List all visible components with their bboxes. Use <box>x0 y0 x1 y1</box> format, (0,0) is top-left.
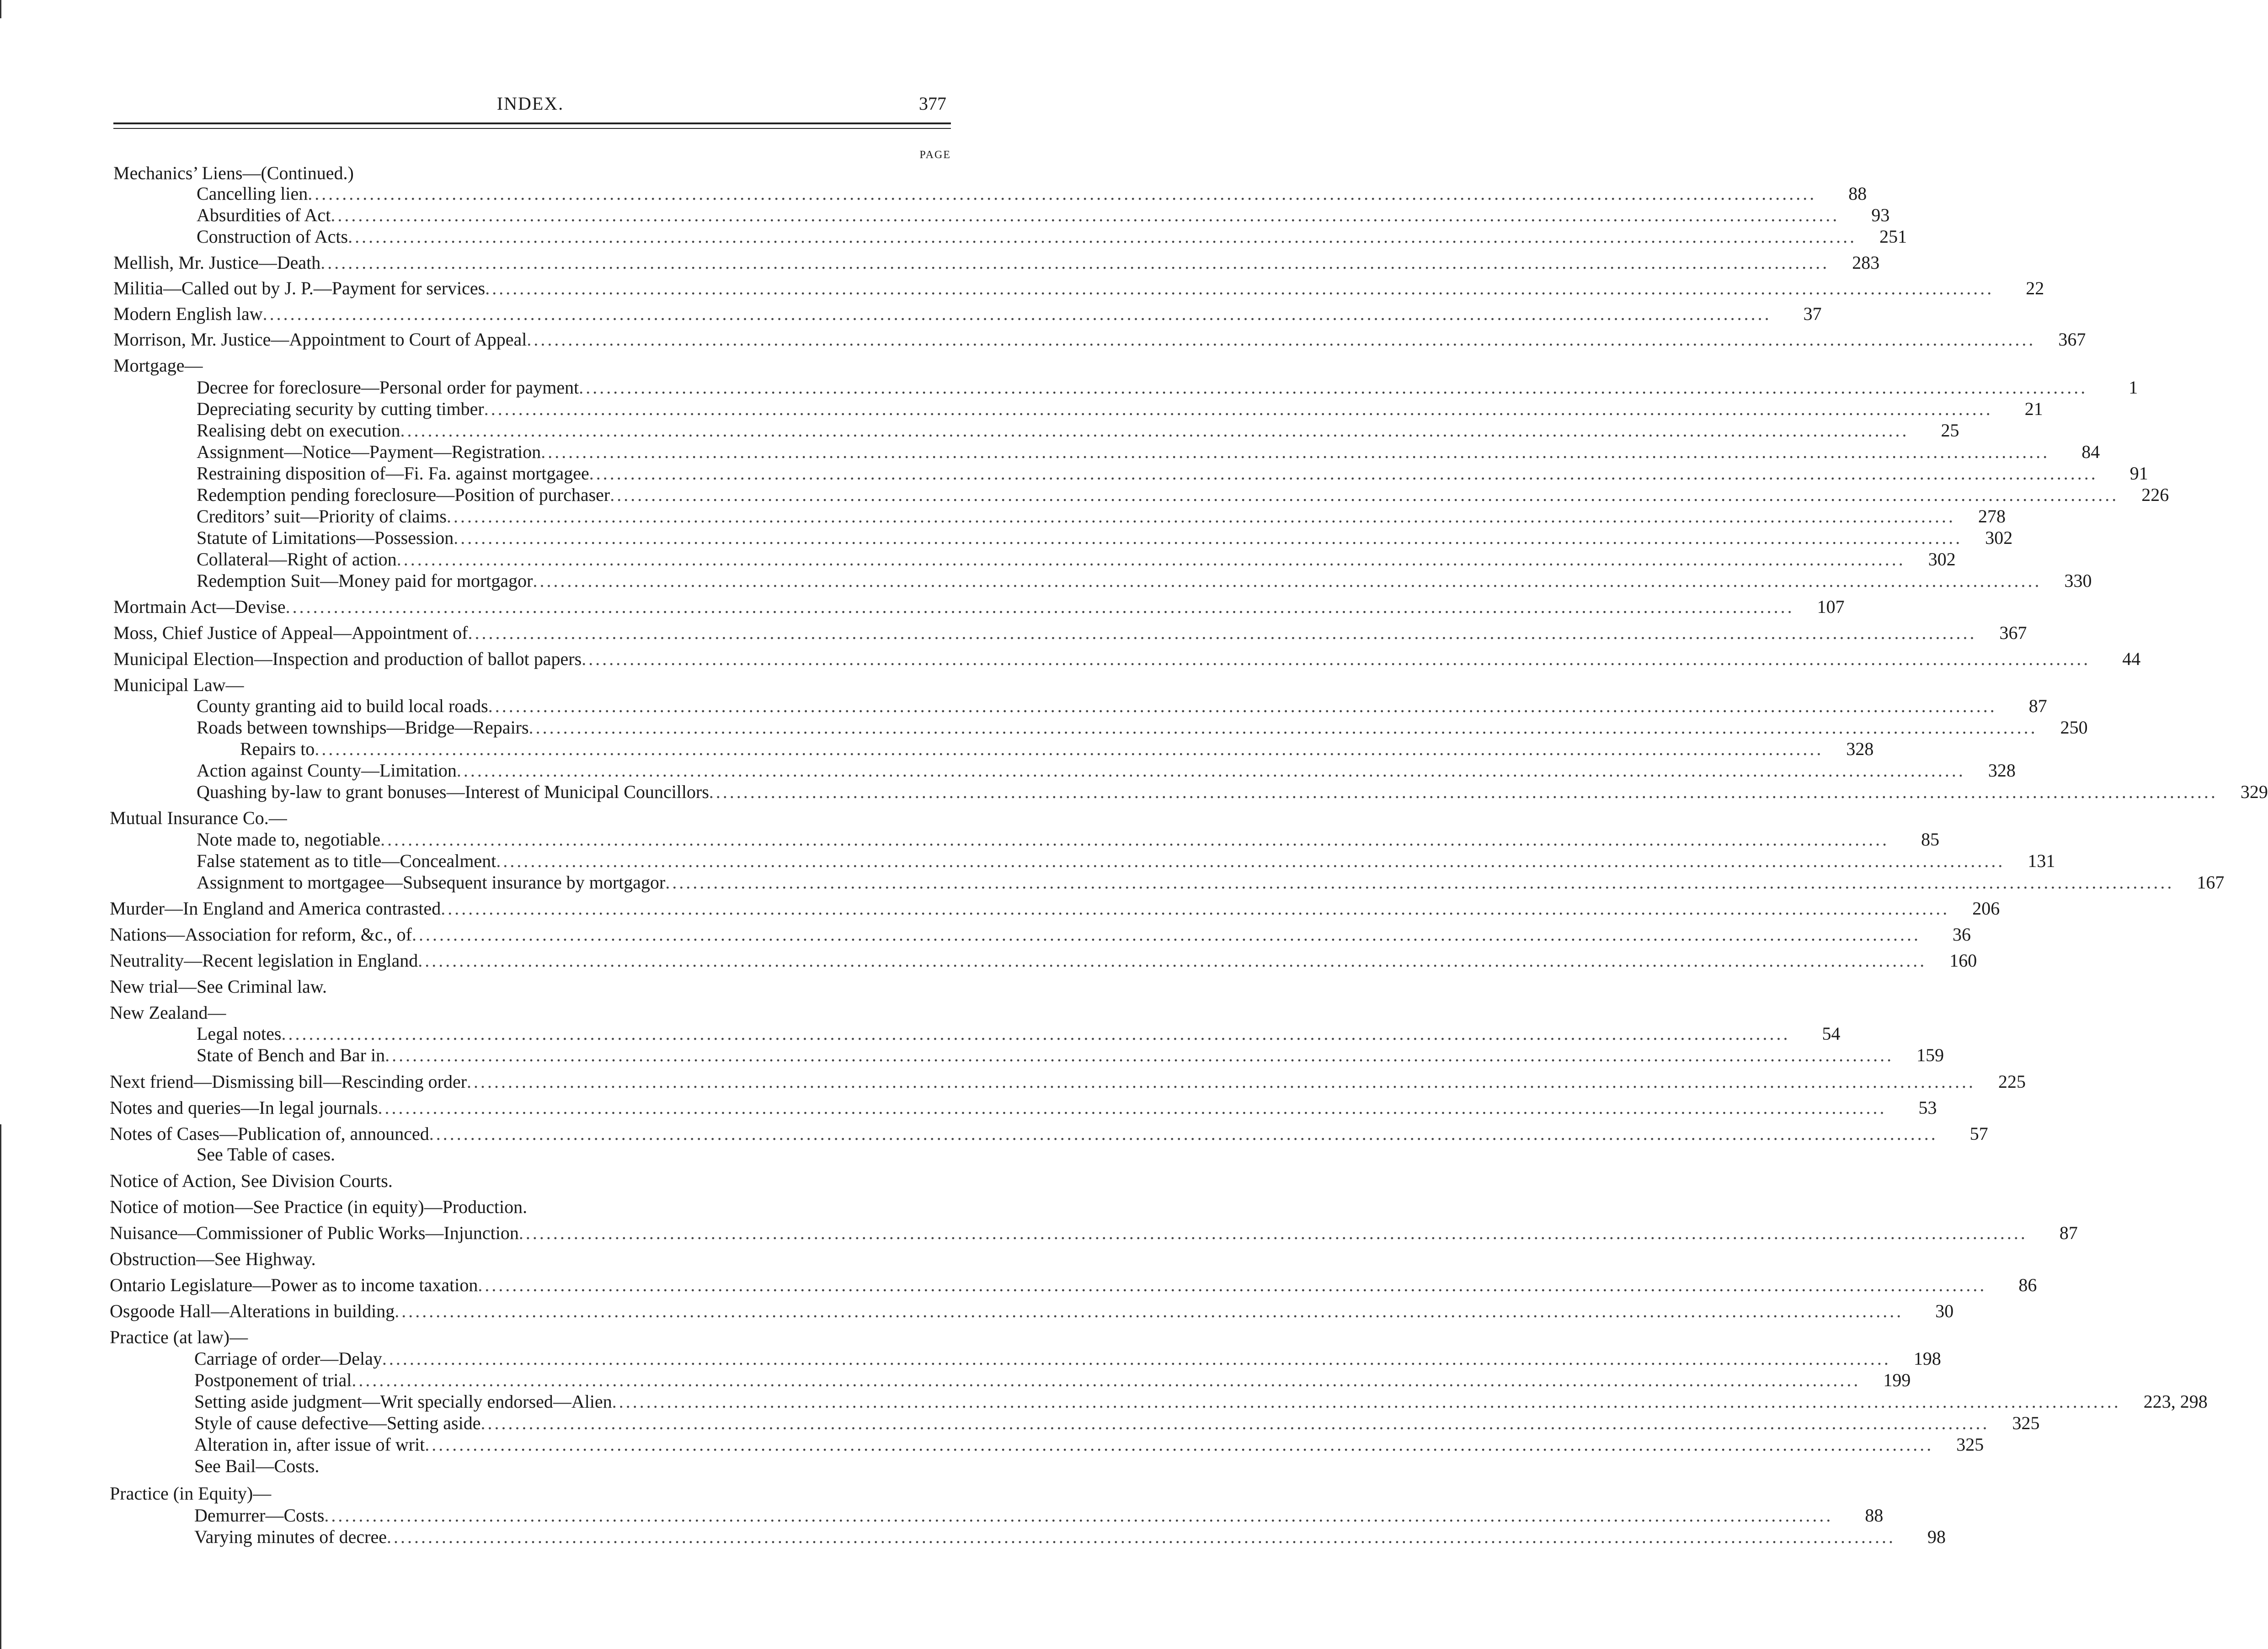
entry-text: Nations—Association for reform, &c., of <box>110 924 412 945</box>
entry-text: Carriage of order—Delay <box>194 1348 382 1369</box>
index-entry-notes-of-cases-publication-of-announced <box>110 1123 1988 1145</box>
index-entry-assignment-notice-payment-registration <box>197 441 2100 463</box>
index-entry-false-statement-as-to-title-concealment <box>197 850 2055 872</box>
page-reference: 86 <box>2018 1275 2037 1295</box>
leader-dots: ............................................................................................................................................................................................................................ <box>610 484 2119 505</box>
entry-text: Action against County—Limitation <box>197 760 457 781</box>
entry-text: Demurrer—Costs <box>194 1505 325 1526</box>
leader-dots: ............................................................................................................................................................................................................................ <box>488 696 1997 716</box>
index-entry-alteration-in-after-issue-of-writ <box>194 1434 1984 1456</box>
page-reference: 37 <box>1803 303 1822 324</box>
page-reference: 328 <box>1846 739 1874 759</box>
entry-text: State of Bench and Bar in <box>197 1045 385 1065</box>
leader-dots: ............................................................................................................................................................................................................................ <box>454 527 1963 548</box>
index-entry-ontario-legislature-power-as-to-income-taxation <box>110 1274 2037 1296</box>
leader-dots: ............................................................................................................................................................................................................................ <box>429 1123 1938 1144</box>
index-entry-decree-for-foreclosure-personal-order-for-paymen <box>197 377 2138 399</box>
leader-dots: ............................................................................................................................................................................................................................ <box>527 329 2036 350</box>
entry-text: Legal notes <box>197 1023 282 1044</box>
index-entry-legal-notes <box>197 1023 1841 1045</box>
index-entry-depreciating-security-by-cutting-timber <box>197 398 2043 420</box>
entry-text: Absurdities of Act <box>197 205 331 225</box>
index-entry-see-table-of-cases: See Table of cases. <box>197 1144 336 1165</box>
page-reference: 107 <box>1817 596 1845 617</box>
scan-edge-mark <box>0 1124 1 1649</box>
index-entry-new-zealand: New Zealand— <box>110 1002 226 1023</box>
page-reference: 87 <box>2059 1223 2078 1243</box>
page-reference: 251 <box>1879 226 1907 247</box>
index-entry-county-granting-aid-to-build-local-roads <box>197 695 2047 717</box>
index-entry-action-against-county-limitation <box>197 760 2016 782</box>
page-reference: 206 <box>1972 898 2000 919</box>
entry-text: Statute of Limitations—Possession <box>197 527 454 548</box>
entry-text: Nuisance—Commissioner of Public Works—Injunction <box>110 1223 519 1243</box>
page-reference: 93 <box>1871 205 1890 225</box>
index-entry-murder-in-england-and-america-contrasted <box>110 898 2000 920</box>
leader-dots: ............................................................................................................................................................................................................................ <box>386 1527 1895 1547</box>
index-entry-quashing-by-law-to-grant-bonuses-interest-of-mun <box>197 781 2268 803</box>
index-entry-morrison-mr-justice-appointment-to-court-of-appe <box>113 329 2086 351</box>
index-entry-note-made-to-negotiable <box>197 829 1940 851</box>
entry-text: Neutrality—Recent legislation in England <box>110 950 418 971</box>
leader-dots: ............................................................................................................................................................................................................................ <box>425 1434 1934 1455</box>
leader-dots: ............................................................................................................................................................................................................................ <box>496 851 2005 871</box>
page-reference: 225 <box>1998 1071 2026 1092</box>
entry-text: Roads between townships—Bridge—Repairs <box>197 717 529 738</box>
leader-dots: ............................................................................................................................................................................................................................ <box>446 506 1955 527</box>
leader-dots: ............................................................................................................................................................................................................................ <box>262 303 1772 324</box>
index-entry-absurdities-of-act <box>197 204 1890 226</box>
index-entry-creditors-suit-priority-of-claims <box>197 505 2006 527</box>
entry-text: Next friend—Dismissing bill—Rescinding order <box>110 1071 467 1092</box>
entry-text: Creditors’ suit—Priority of claims <box>197 506 447 527</box>
index-entry-statute-of-limitations-possession <box>197 527 2013 549</box>
page-reference: 302 <box>1928 549 1956 569</box>
page-reference: 25 <box>1941 420 1959 441</box>
leader-dots: ............................................................................................................................................................................................................................ <box>480 1413 1990 1433</box>
index-entry-restraining-disposition-of-fi-fa-against-mortgag <box>197 463 2148 484</box>
index-entry-mutual-insurance-co: Mutual Insurance Co.— <box>110 808 287 828</box>
leader-dots: ............................................................................................................................................................................................................................ <box>396 549 1905 569</box>
entry-text: Varying minutes of decree <box>194 1527 387 1547</box>
page-reference: 98 <box>1927 1527 1946 1547</box>
index-entry-neutrality-recent-legislation-in-england <box>110 950 1977 972</box>
index-entry-redemption-pending-foreclosure-position-of-purch <box>197 484 2169 506</box>
header-rule-thin <box>113 128 951 129</box>
page-number: 377 <box>919 93 946 114</box>
entry-text: Notes and queries—In legal journals <box>110 1097 378 1118</box>
page-reference: 85 <box>1921 829 1940 850</box>
index-entry-nations-association-for-reform-c-of <box>110 924 1971 946</box>
page-reference: 88 <box>1848 183 1867 204</box>
index-entry-demurrer-costs <box>194 1505 1884 1527</box>
leader-dots: ............................................................................................................................................................................................................................ <box>441 898 1950 919</box>
page-reference: 199 <box>1883 1370 1911 1390</box>
leader-dots: ............................................................................................................................................................................................................................ <box>709 782 2218 802</box>
entry-text: False statement as to title—Concealment <box>197 851 496 871</box>
leader-dots: ............................................................................................................................................................................................................................ <box>478 1275 1987 1295</box>
index-entry-postponement-of-trial <box>194 1369 1911 1391</box>
entry-text: Style of cause defective—Setting aside <box>194 1413 481 1433</box>
page-reference: 367 <box>2058 329 2086 350</box>
index-entry-style-of-cause-defective-setting-aside <box>194 1412 2040 1434</box>
entry-text: Modern English law <box>113 303 263 324</box>
entry-text: Moss, Chief Justice of Appeal—Appointment of <box>113 622 468 643</box>
leader-dots: ............................................................................................................................................................................................................................ <box>385 1045 1894 1065</box>
entry-text: Mortmain Act—Devise <box>113 596 286 617</box>
page-reference: 1 <box>2129 377 2138 398</box>
index-entry-construction-of-acts <box>197 226 1907 248</box>
entry-text: Redemption pending foreclosure—Position of purchaser <box>197 484 610 505</box>
index-entry-notes-and-queries-in-legal-journals <box>110 1097 1937 1119</box>
entry-text: Murder—In England and America contrasted <box>110 898 441 919</box>
page-reference: 54 <box>1822 1023 1841 1044</box>
entry-text: Depreciating security by cutting timber <box>197 399 484 419</box>
index-entry-assignment-to-mortgagee-subsequent-insurance-by- <box>197 872 2225 894</box>
index-entry-osgoode-hall-alterations-in-building <box>110 1300 1954 1322</box>
leader-dots: ............................................................................................................................................................................................................................ <box>320 252 1830 273</box>
index-entry-militia-called-out-by-j-p-payment-for-services <box>113 277 2044 299</box>
page-reference: 325 <box>1956 1434 1984 1455</box>
index-entry-modern-english-law <box>113 303 1822 325</box>
entry-text: Ontario Legislature—Power as to income taxation <box>110 1275 478 1295</box>
entry-text: Osgoode Hall—Alterations in building <box>110 1301 395 1321</box>
leader-dots: ............................................................................................................................................................................................................................ <box>400 420 1909 441</box>
leader-dots: ............................................................................................................................................................................................................................ <box>579 377 2088 398</box>
leader-dots: ............................................................................................................................................................................................................................ <box>518 1223 2028 1243</box>
entry-text: Construction of Acts <box>197 226 348 247</box>
page-reference: 87 <box>2028 696 2047 716</box>
page-column-label: PAGE <box>919 149 951 161</box>
page-reference: 88 <box>1865 1505 1884 1526</box>
entry-text: Mellish, Mr. Justice—Death <box>113 252 321 273</box>
leader-dots: ............................................................................................................................................................................................................................ <box>467 1071 1976 1092</box>
page-reference: 91 <box>2129 463 2148 484</box>
index-entry-roads-between-townships-bridge-repairs <box>197 717 2088 739</box>
page-reference: 84 <box>2081 442 2100 462</box>
page-reference: 21 <box>2024 399 2043 419</box>
entry-text: Collateral—Right of action <box>197 549 397 569</box>
leader-dots: ............................................................................................................................................................................................................................ <box>612 1391 2121 1412</box>
page-reference: 226 <box>2141 484 2169 505</box>
page-reference: 328 <box>1988 760 2016 781</box>
entry-text: Municipal Election—Inspection and production of ballot papers <box>113 649 582 669</box>
index-entry-state-of-bench-and-bar-in <box>197 1044 1944 1066</box>
entry-text: Redemption Suit—Money paid for mortgagor <box>197 570 533 591</box>
entry-text: Realising debt on execution <box>197 420 400 441</box>
leader-dots: ............................................................................................................................................................................................................................ <box>315 739 1824 759</box>
leader-dots: ............................................................................................................................................................................................................................ <box>665 872 2174 893</box>
entry-text: Alteration in, after issue of writ <box>194 1434 425 1455</box>
entry-text: Restraining disposition of—Fi. Fa. against mortgagee <box>197 463 589 484</box>
index-entry-notice-of-action-see-division-courts: Notice of Action, See Division Courts. <box>110 1170 393 1191</box>
leader-dots: ............................................................................................................................................................................................................................ <box>352 1370 1861 1390</box>
page-reference: 22 <box>2026 278 2044 298</box>
leader-dots: ............................................................................................................................................................................................................................ <box>456 760 1965 781</box>
leader-dots: ............................................................................................................................................................................................................................ <box>285 596 1794 617</box>
page-reference: 330 <box>2064 570 2092 591</box>
leader-dots: ............................................................................................................................................................................................................................ <box>324 1505 1833 1526</box>
index-entry-mellish-mr-justice-death <box>113 252 1880 274</box>
leader-dots: ............................................................................................................................................................................................................................ <box>331 205 1840 225</box>
page-title: INDEX. <box>496 93 564 114</box>
leader-dots: ............................................................................................................................................................................................................................ <box>281 1023 1790 1044</box>
index-entry-see-bail-costs: See Bail—Costs. <box>194 1456 320 1476</box>
entry-text: County granting aid to build local roads <box>197 696 488 716</box>
entry-text: Cancelling lien <box>197 183 308 204</box>
entry-text: Decree for foreclosure—Personal order for payment <box>197 377 579 398</box>
index-entry-mortgage: Mortgage— <box>113 355 203 376</box>
entry-text: Postponement of trial <box>194 1370 352 1390</box>
page-reference: 160 <box>1949 950 1977 971</box>
leader-dots: ............................................................................................................................................................................................................................ <box>378 1097 1887 1118</box>
leader-dots: ............................................................................................................................................................................................................................ <box>541 442 2050 462</box>
page-reference: 223, 298 <box>2143 1391 2208 1412</box>
index-entry-next-friend-dismissing-bill-rescinding-order <box>110 1071 2026 1093</box>
page-reference: 167 <box>2197 872 2225 893</box>
page-reference: 367 <box>1999 622 2027 643</box>
page-reference: 53 <box>1918 1097 1937 1118</box>
page-reference: 250 <box>2060 717 2088 738</box>
entry-text: Assignment to mortgagee—Subsequent insurance by mortgagor <box>197 872 666 893</box>
entry-text: Morrison, Mr. Justice—Appointment to Court of Appeal <box>113 329 527 350</box>
index-entry-new-trial-see-criminal-law: New trial—See Criminal law. <box>110 976 327 997</box>
index-entry-carriage-of-order-delay <box>194 1348 1941 1370</box>
page-reference: 278 <box>1978 506 2006 527</box>
leader-dots: ............................................................................................................................................................................................................................ <box>308 183 1817 204</box>
entry-text: Setting aside judgment—Writ specially endorsed—Alien <box>194 1391 612 1412</box>
leader-dots: ............................................................................................................................................................................................................................ <box>395 1301 1904 1321</box>
index-entry-nuisance-commissioner-of-public-works-injunction <box>110 1222 2078 1244</box>
entry-text: Repairs to <box>240 739 315 759</box>
leader-dots: ............................................................................................................................................................................................................................ <box>411 924 1921 945</box>
index-entry-mechanics-liens-continued: Mechanics’ Liens—(Continued.) <box>113 163 354 183</box>
index-entry-collateral-right-of-action <box>197 548 1956 570</box>
page-reference: 283 <box>1852 252 1880 273</box>
index-entry-practice-in-equity: Practice (in Equity)— <box>110 1483 272 1504</box>
entry-text: Militia—Called out by J. P.—Payment for services <box>113 278 486 298</box>
index-entry-mortmain-act-devise <box>113 596 1845 618</box>
index-entry-repairs-to <box>240 738 1874 760</box>
header-rule-thick <box>113 122 951 124</box>
leader-dots: ............................................................................................................................................................................................................................ <box>380 829 1889 850</box>
leader-dots: ............................................................................................................................................................................................................................ <box>418 950 1927 971</box>
index-entry-varying-minutes-of-decree <box>194 1526 1946 1548</box>
leader-dots: ............................................................................................................................................................................................................................ <box>382 1348 1891 1369</box>
index-entry-practice-at-law: Practice (at law)— <box>110 1327 248 1347</box>
entry-text: Quashing by-law to grant bonuses—Interest of Municipal Councillors <box>197 782 709 802</box>
leader-dots: ............................................................................................................................................................................................................................ <box>589 463 2098 484</box>
index-entry-redemption-suit-money-paid-for-mortgagor <box>197 570 2092 592</box>
index-entry-cancelling-lien <box>197 183 1867 205</box>
entry-text: Notes of Cases—Publication of, announced <box>110 1123 429 1144</box>
leader-dots: ............................................................................................................................................................................................................................ <box>348 226 1857 247</box>
index-entry-moss-chief-justice-of-appeal-appointment-of <box>113 622 2027 644</box>
page-reference: 36 <box>1952 924 1971 945</box>
leader-dots: ............................................................................................................................................................................................................................ <box>528 717 2038 738</box>
index-entry-obstruction-see-highway: Obstruction—See Highway. <box>110 1249 316 1269</box>
page-reference: 159 <box>1916 1045 1944 1065</box>
leader-dots: ............................................................................................................................................................................................................................ <box>468 622 1977 643</box>
scan-edge-mark <box>0 0 1 18</box>
entry-text: Note made to, negotiable <box>197 829 381 850</box>
leader-dots: ............................................................................................................................................................................................................................ <box>582 649 2091 669</box>
leader-dots: ............................................................................................................................................................................................................................ <box>484 399 1993 419</box>
index-entry-setting-aside-judgment-writ-specially-endorsed-a <box>194 1391 2208 1413</box>
page-reference: 302 <box>1985 527 2013 548</box>
entry-text: Assignment—Notice—Payment—Registration <box>197 442 541 462</box>
page-reference: 198 <box>1913 1348 1941 1369</box>
index-entry-municipal-election-inspection-and-production-of- <box>113 648 2141 670</box>
index-entry-realising-debt-on-execution <box>197 420 1959 442</box>
page-reference: 57 <box>1969 1123 1988 1144</box>
page-reference: 30 <box>1935 1301 1954 1321</box>
page-reference: 44 <box>2122 649 2141 669</box>
index-entry-notice-of-motion-see-practice-in-equity-producti: Notice of motion—See Practice (in equity)—Production. <box>110 1197 528 1217</box>
page-reference: 131 <box>2028 851 2055 871</box>
page-reference: 325 <box>2012 1413 2040 1433</box>
page-reference: 329 <box>2240 782 2268 802</box>
leader-dots: ............................................................................................................................................................................................................................ <box>485 278 1994 298</box>
leader-dots: ............................................................................................................................................................................................................................ <box>533 570 2042 591</box>
index-entry-municipal-law: Municipal Law— <box>113 675 244 695</box>
